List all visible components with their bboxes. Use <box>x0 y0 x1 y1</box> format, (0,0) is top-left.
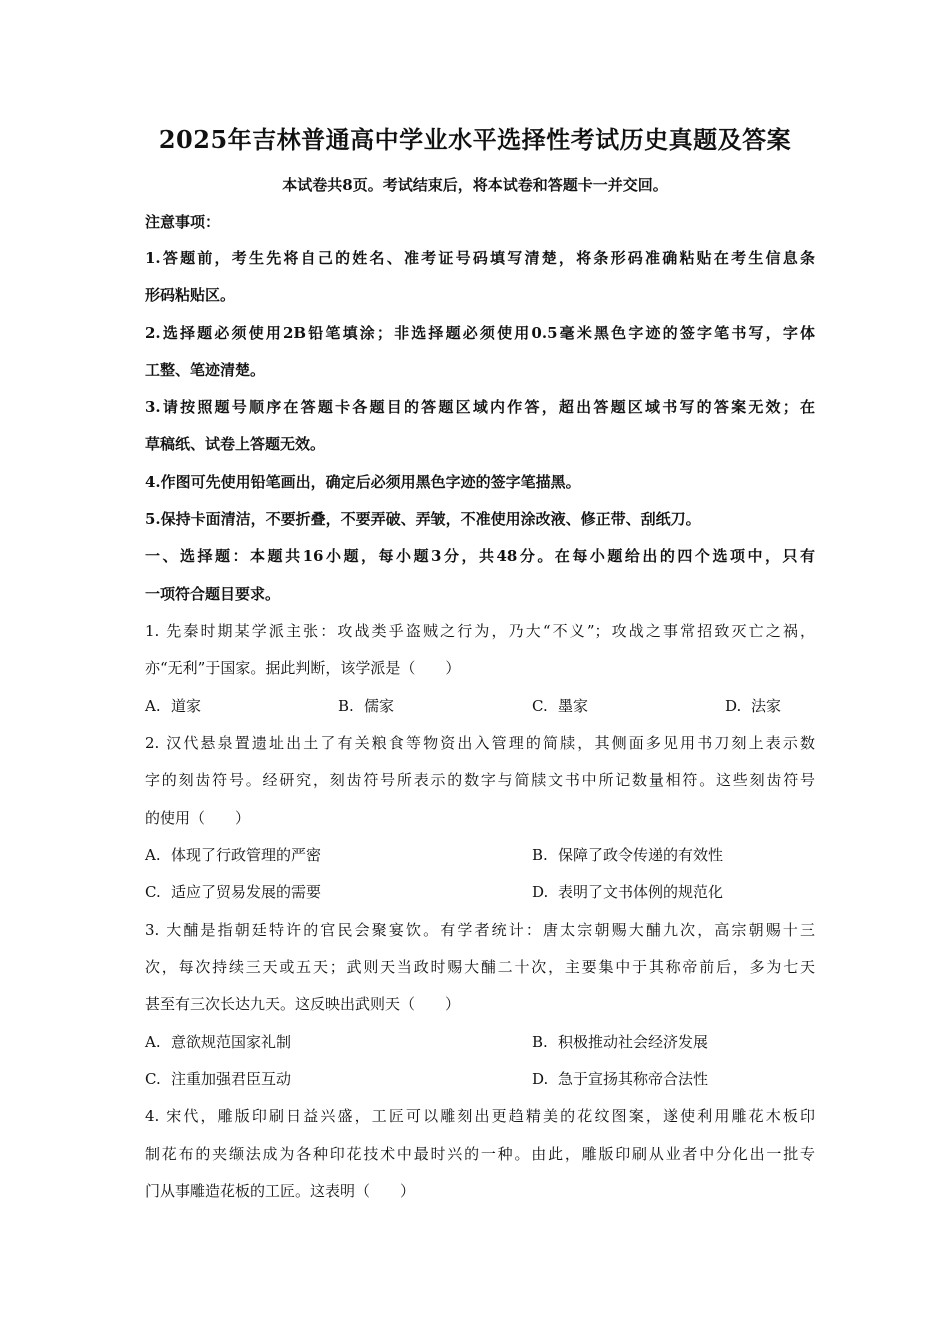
notice-line: 形码粘贴区。 <box>145 286 236 304</box>
page-subtitle: 本试卷共8页。考试结束后，将本试卷和答题卡一并交回。 <box>282 176 668 194</box>
option-d[interactable]: D. 法家 <box>725 697 782 715</box>
section-heading: 一项符合题目要求。 <box>145 585 281 603</box>
question-3-stem: 甚至有三次长达九天。这反映出武则天（ ） <box>145 995 461 1013</box>
question-2-stem: 的使用（ ） <box>145 809 251 827</box>
notice-heading: 注意事项： <box>145 213 221 231</box>
question-3-stem: 3. 大酺是指朝廷特许的官民会聚宴饮。有学者统计：唐太宗朝赐大酺九次，高宗朝赐十三 <box>145 921 815 939</box>
option-c[interactable]: C. 适应了贸易发展的需要 <box>145 883 322 901</box>
option-a[interactable]: A. 道家 <box>145 697 202 715</box>
question-3-options <box>145 1031 815 1053</box>
option-a[interactable]: A. 体现了行政管理的严密 <box>145 846 322 864</box>
option-d[interactable]: D. 表明了文书体例的规范化 <box>532 883 724 901</box>
question-2-stem: 2. 汉代悬泉置遗址出土了有关粮食等物资出入管理的简牍，其侧面多见用书刀刻上表示数 <box>145 734 815 752</box>
option-c[interactable]: C. 注重加强君臣互动 <box>145 1070 292 1088</box>
question-4-stem: 门从事雕造花板的工匠。这表明（ ） <box>145 1182 416 1200</box>
question-3-options <box>145 1068 815 1090</box>
option-c[interactable]: C. 墨家 <box>532 697 589 715</box>
question-2-options <box>145 881 815 903</box>
question-3-stem: 次，每次持续三天或五天；武则天当政时赐大酺二十次，主要集中于其称帝前后，多为七天 <box>145 958 815 976</box>
notice-line: 工整、笔迹清楚。 <box>145 361 266 379</box>
notice-line: 4.作图可先使用铅笔画出，确定后必须用黑色字迹的签字笔描黑。 <box>145 473 581 491</box>
option-d[interactable]: D. 急于宣扬其称帝合法性 <box>532 1070 709 1088</box>
option-b[interactable]: B. 保障了政令传递的有效性 <box>532 846 724 864</box>
question-4-stem: 制花布的夹缬法成为各种印花技术中最时兴的一种。由此，雕版印刷从业者中分化出一批专 <box>145 1145 815 1163</box>
question-1-stem: 1. 先秦时期某学派主张：攻战类乎盗贼之行为，乃大“不义”；攻战之事常招致灭亡之祸， <box>145 622 815 640</box>
notice-line: 2.选择题必须使用2B铅笔填涂；非选择题必须使用0.5毫米黑色字迹的签字笔书写，字体 <box>145 324 815 342</box>
question-2-stem: 字的刻齿符号。经研究，刻齿符号所表示的数字与简牍文书中所记数量相符。这些刻齿符号 <box>145 771 815 789</box>
option-b[interactable]: B. 儒家 <box>338 697 395 715</box>
question-1-options <box>145 695 815 717</box>
notice-line: 1.答题前，考生先将自己的姓名、准考证号码填写清楚，将条形码准确粘贴在考生信息条 <box>145 249 815 267</box>
option-b[interactable]: B. 积极推动社会经济发展 <box>532 1033 709 1051</box>
question-1-stem: 亦“无利”于国家。据此判断，该学派是（ ） <box>145 659 461 677</box>
page-title: 2025年吉林普通高中学业水平选择性考试历史真题及答案 <box>158 125 792 154</box>
notice-line: 3.请按照题号顺序在答题卡各题目的答题区域内作答，超出答题区域书写的答案无效；在 <box>145 398 815 416</box>
question-2-options <box>145 844 815 866</box>
notice-line: 草稿纸、试卷上答题无效。 <box>145 435 326 453</box>
section-heading: 一、选择题：本题共16小题，每小题3分，共48分。在每小题给出的四个选项中，只有 <box>145 547 815 565</box>
option-a[interactable]: A. 意欲规范国家礼制 <box>145 1033 292 1051</box>
notice-line: 5.保持卡面清洁，不要折叠，不要弄破、弄皱，不准使用涂改液、修正带、刮纸刀。 <box>145 510 701 528</box>
question-4-stem: 4. 宋代，雕版印刷日益兴盛，工匠可以雕刻出更趋精美的花纹图案，遂使利用雕花木板印 <box>145 1107 815 1125</box>
